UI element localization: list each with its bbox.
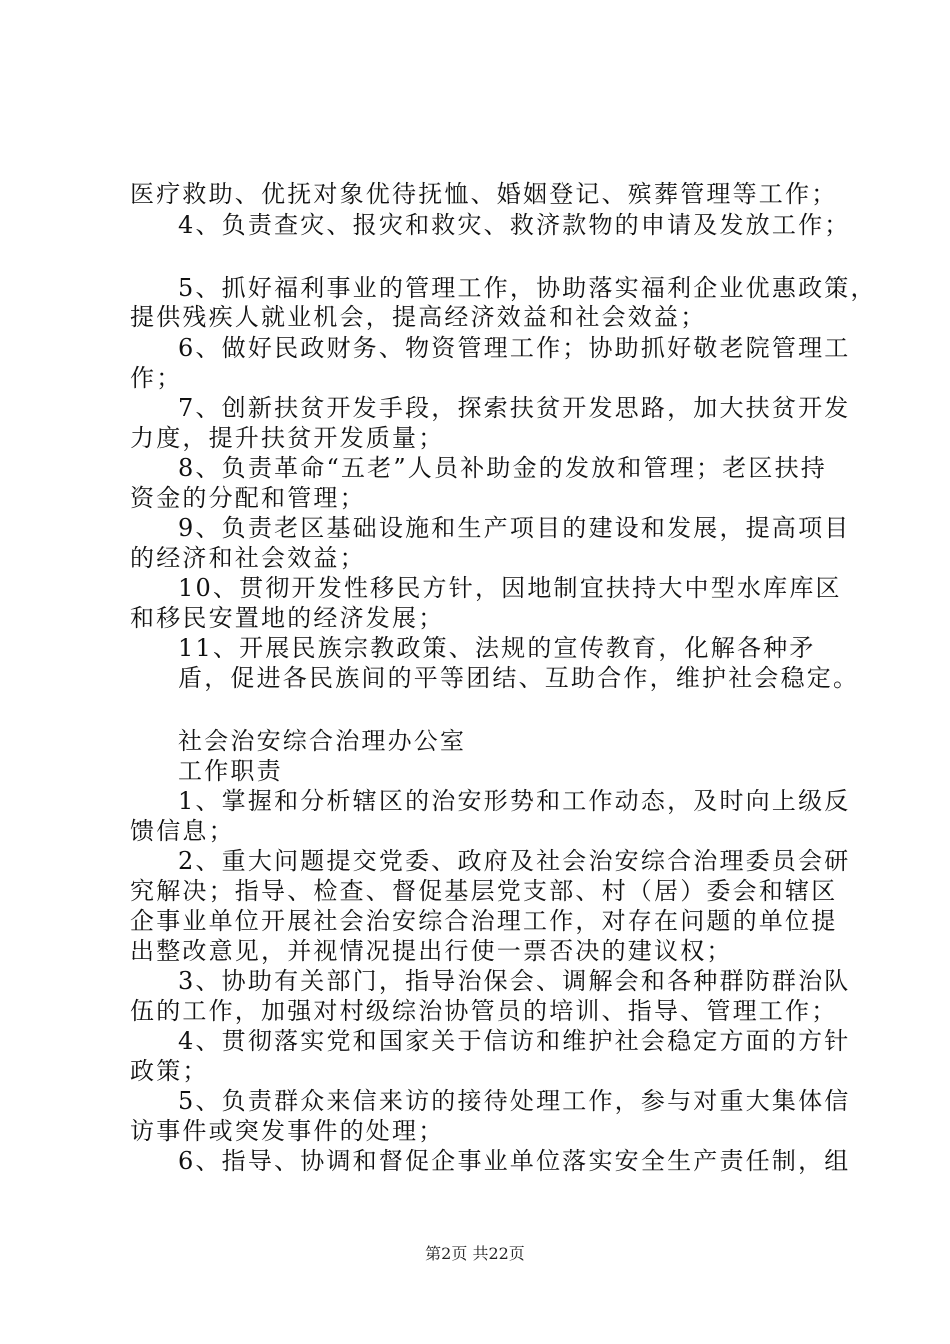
text-line: 2、重大问题提交党委、政府及社会治安综合治理委员会研 xyxy=(178,847,851,875)
text-line: 医疗救助、优抚对象优待抚恤、婚姻登记、殡葬管理等工作； xyxy=(130,180,838,208)
text-line: 4、贯彻落实党和国家关于信访和维护社会稳定方面的方针 xyxy=(178,1027,851,1055)
text-line: 6、做好民政财务、物资管理工作；协助抓好敬老院管理工 xyxy=(178,334,851,362)
section-subheading: 工作职责 xyxy=(178,757,283,785)
text-line: 6、指导、协调和督促企事业单位落实安全生产责任制，组 xyxy=(178,1147,851,1175)
text-line: 的经济和社会效益； xyxy=(130,544,366,572)
text-line: 企事业单位开展社会治安综合治理工作，对存在问题的单位提 xyxy=(130,907,838,935)
text-line: 3、协助有关部门，指导治保会、调解会和各种群防群治队 xyxy=(178,967,851,995)
text-line: 10、贯彻开发性移民方针，因地制宜扶持大中型水库库区 xyxy=(178,574,842,602)
text-line: 资金的分配和管理； xyxy=(130,484,366,512)
text-line: 伍的工作，加强对村级综治协管员的培训、指导、管理工作； xyxy=(130,997,838,1025)
text-line: 馈信息； xyxy=(130,817,235,845)
text-line: 访事件或突发事件的处理； xyxy=(130,1117,445,1145)
text-line: 5、抓好福利事业的管理工作，协助落实福利企业优惠政策， xyxy=(178,274,877,302)
text-line: 和移民安置地的经济发展； xyxy=(130,604,445,632)
text-line: 盾，促进各民族间的平等团结、互助合作，维护社会稳定。 xyxy=(178,664,860,692)
text-line: 出整改意见，并视情况提出行使一票否决的建议权； xyxy=(130,937,733,965)
text-line: 提供残疾人就业机会，提高经济效益和社会效益； xyxy=(130,303,707,331)
text-line: 11、开展民族宗教政策、法规的宣传教育，化解各种矛 xyxy=(178,634,816,662)
text-line: 8、负责革命“五老”人员补助金的发放和管理；老区扶持 xyxy=(178,454,828,482)
text-line: 作； xyxy=(130,364,183,392)
text-line: 力度，提升扶贫开发质量； xyxy=(130,424,445,452)
text-line: 9、负责老区基础设施和生产项目的建设和发展，提高项目 xyxy=(178,514,851,542)
text-line: 究解决；指导、检查、督促基层党支部、村（居）委会和辖区 xyxy=(130,877,838,905)
text-line: 7、创新扶贫开发手段，探索扶贫开发思路，加大扶贫开发 xyxy=(178,394,851,422)
page-number-footer: 第2页 共22页 xyxy=(425,1244,525,1263)
section-heading: 社会治安综合治理办公室 xyxy=(178,727,467,755)
text-line: 4、负责查灾、报灾和救灾、救济款物的申请及发放工作； xyxy=(178,211,851,239)
text-line: 1、掌握和分析辖区的治安形势和工作动态，及时向上级反 xyxy=(178,787,851,815)
text-line: 5、负责群众来信来访的接待处理工作，参与对重大集体信 xyxy=(178,1087,851,1115)
text-line: 政策； xyxy=(130,1057,209,1085)
